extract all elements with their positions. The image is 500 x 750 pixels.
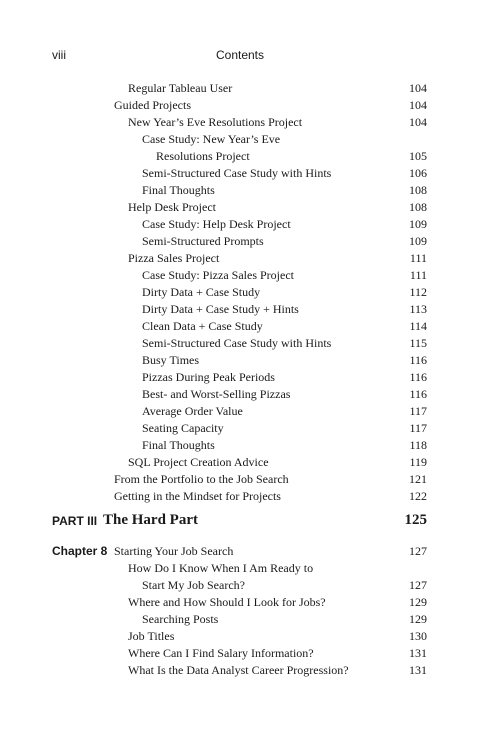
toc-entry: SQL Project Creation Advice 119: [128, 455, 427, 469]
toc-entry: What Is the Data Analyst Career Progression? 131: [128, 663, 427, 677]
part-heading: [0, 512, 500, 532]
toc-entry: Best- and Worst-Selling Pizzas 116: [142, 387, 427, 401]
toc-entry: Dirty Data + Case Study 112: [142, 285, 427, 299]
toc-entry: Where Can I Find Salary Information? 131: [128, 646, 427, 660]
toc-entry: Semi-Structured Case Study with Hints 106: [142, 166, 427, 180]
toc-entry: Final Thoughts 118: [142, 438, 427, 452]
toc-entry: Resolutions Project 105: [156, 149, 427, 163]
toc-entry: Semi-Structured Case Study with Hints 115: [142, 336, 427, 350]
toc-entry: Searching Posts 129: [142, 612, 427, 626]
part-label: PART III: [52, 514, 98, 528]
toc-entry: Getting in the Mindset for Projects 122: [114, 489, 427, 503]
toc-entry: Starting Your Job Search 127: [114, 544, 427, 558]
toc-entry: Clean Data + Case Study 114: [142, 319, 427, 333]
toc-entry: Start My Job Search? 127: [142, 578, 427, 592]
part-page-number: 125: [404, 512, 427, 528]
toc-entry: Case Study: Pizza Sales Project 111: [142, 268, 427, 282]
chapter-label: Chapter 8: [52, 544, 108, 558]
toc-entry: Seating Capacity 117: [142, 421, 427, 435]
toc-entry: Case Study: New Year’s Eve: [142, 132, 281, 146]
running-title: Contents: [215, 48, 265, 62]
page-header: [52, 48, 428, 64]
toc-entry: How Do I Know When I Am Ready to: [128, 561, 314, 575]
toc-entry: Semi-Structured Prompts 109: [142, 234, 427, 248]
toc-entry: Help Desk Project 108: [128, 200, 427, 214]
toc-entry: Regular Tableau User 104: [128, 81, 427, 95]
toc-entry: Dirty Data + Case Study + Hints 113: [142, 302, 427, 316]
part-title: The Hard Part: [103, 512, 198, 528]
toc-entry: Job Titles 130: [128, 629, 427, 643]
toc-entry: Average Order Value 117: [142, 404, 427, 418]
page-number: viii: [52, 48, 66, 62]
toc-entry: Final Thoughts 108: [142, 183, 427, 197]
toc-entry: New Year’s Eve Resolutions Project 104: [128, 115, 427, 129]
toc-entry: Case Study: Help Desk Project 109: [142, 217, 427, 231]
toc-entry: Where and How Should I Look for Jobs? 129: [128, 595, 427, 609]
toc-entry: Pizza Sales Project 111: [128, 251, 427, 265]
toc-entry: From the Portfolio to the Job Search 121: [114, 472, 427, 486]
toc-entry: Busy Times 116: [142, 353, 427, 367]
toc-entry: Guided Projects 104: [114, 98, 427, 112]
toc-entry: Pizzas During Peak Periods 116: [142, 370, 427, 384]
